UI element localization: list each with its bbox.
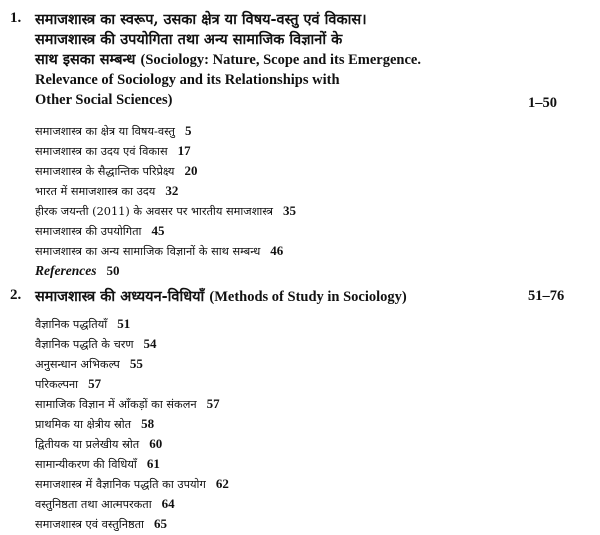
chapter-title-hindi-part: समाजशास्त्र की अध्ययन-विधियाँ: [35, 288, 205, 305]
chapter-title-line: Relevance of Sociology and its Relationships with: [35, 72, 340, 88]
chapter-title: [35, 10, 505, 110]
subsection-title: समाजशास्त्र में वैज्ञानिक पद्धति का उपयोग: [35, 478, 206, 491]
subsection-item[interactable]: [35, 494, 555, 514]
chapter-number: 1.: [10, 10, 22, 26]
subsection-item[interactable]: [35, 394, 555, 414]
chapter-number: 2.: [10, 287, 22, 303]
subsection-page: 51: [117, 316, 131, 331]
subsection-item[interactable]: [35, 474, 555, 494]
subsection-page: 62: [215, 476, 229, 491]
references-page: 50: [106, 263, 120, 278]
subsection-item[interactable]: [35, 181, 555, 201]
subsection-item[interactable]: [35, 161, 555, 181]
subsection-page: 32: [165, 183, 179, 198]
chapter-title-english-part: (Sociology: Nature, Scope and its Emergence.: [140, 52, 421, 68]
chapter-title-english-part: (Methods of Study in Sociology): [209, 289, 407, 305]
subsection-item[interactable]: [35, 514, 555, 534]
subsection-page: 35: [282, 203, 296, 218]
subsection-page: 55: [129, 356, 143, 371]
subsection-item[interactable]: [35, 434, 555, 454]
subsection-page: 45: [151, 223, 165, 238]
references-label: References: [35, 263, 97, 278]
subsection-page: 65: [153, 516, 167, 531]
chapter-title: [35, 287, 505, 307]
subsection-item[interactable]: [35, 354, 555, 374]
subsection-item[interactable]: [35, 241, 555, 261]
subsection-title: वैज्ञानिक पद्धतियाँ: [35, 318, 108, 331]
subsection-page: 20: [184, 163, 198, 178]
subsection-title: सामान्यीकरण की विधियाँ: [35, 458, 137, 471]
subsection-page: 17: [177, 143, 191, 158]
subsection-title: सामाजिक विज्ञान में आँकड़ों का संकलन: [35, 398, 197, 411]
subsection-title: समाजशास्त्र की उपयोगिता: [35, 225, 142, 238]
chapter-title-hindi-part: साथ इसका सम्बन्ध: [35, 51, 136, 68]
subsection-title: परिकल्पना: [35, 378, 79, 391]
subsection-item[interactable]: [35, 221, 555, 241]
subsection-page: 54: [143, 336, 157, 351]
chapter-title-line: [35, 50, 505, 70]
subsection-list: [35, 121, 555, 281]
subsection-page: 46: [270, 243, 284, 258]
subsection-title: समाजशास्त्र एवं वस्तुनिष्ठता: [35, 518, 144, 531]
chapter-page-range: 51–76: [528, 288, 565, 304]
subsection-title: हीरक जयन्ती (2011) के अवसर पर भारतीय समाजशास्त्र: [35, 205, 273, 218]
subsection-page: 57: [88, 376, 102, 391]
references-item[interactable]: [35, 261, 555, 281]
subsection-title: समाजशास्त्र का क्षेत्र या विषय-वस्तु: [35, 125, 175, 138]
chapter-title-line: समाजशास्त्र की उपयोगिता तथा अन्य सामाजिक विज्ञानों के: [35, 31, 343, 48]
chapter-page-range: 1–50: [528, 95, 557, 111]
chapter-title-line: Other Social Sciences): [35, 92, 173, 108]
subsection-page: 58: [141, 416, 155, 431]
chapter-title-line: [35, 287, 505, 307]
subsection-item[interactable]: [35, 374, 555, 394]
subsection-item[interactable]: [35, 414, 555, 434]
subsection-item[interactable]: [35, 121, 555, 141]
subsection-page: 60: [149, 436, 163, 451]
subsection-item[interactable]: [35, 201, 555, 221]
subsection-title: समाजशास्त्र के सैद्धान्तिक परिप्रेक्ष्य: [35, 165, 175, 178]
subsection-page: 61: [146, 456, 160, 471]
subsection-title: समाजशास्त्र का उदय एवं विकास: [35, 145, 168, 158]
subsection-title: समाजशास्त्र का अन्य सामाजिक विज्ञानों के साथ सम्बन्ध: [35, 245, 261, 258]
subsection-title: वैज्ञानिक पद्धति के चरण: [35, 338, 134, 351]
subsection-page: 64: [161, 496, 175, 511]
subsection-title: भारत में समाजशास्त्र का उदय: [35, 185, 156, 198]
subsection-title: अनुसन्धान अभिकल्प: [35, 358, 120, 371]
subsection-page: 57: [206, 396, 220, 411]
subsection-page: 5: [184, 123, 192, 138]
subsection-title: वस्तुनिष्ठता तथा आत्मपरकता: [35, 498, 152, 511]
subsection-item[interactable]: [35, 454, 555, 474]
subsection-item[interactable]: [35, 141, 555, 161]
subsection-title: प्राथमिक या क्षेत्रीय स्रोत: [35, 418, 132, 431]
subsection-item[interactable]: [35, 314, 555, 334]
subsection-list: [35, 314, 555, 534]
chapter-title-line: समाजशास्त्र का स्वरूप, उसका क्षेत्र या विषय-वस्तु एवं विकास।: [35, 11, 367, 28]
subsection-title: द्वितीयक या प्रलेखीय स्रोत: [35, 438, 140, 451]
subsection-item[interactable]: [35, 334, 555, 354]
